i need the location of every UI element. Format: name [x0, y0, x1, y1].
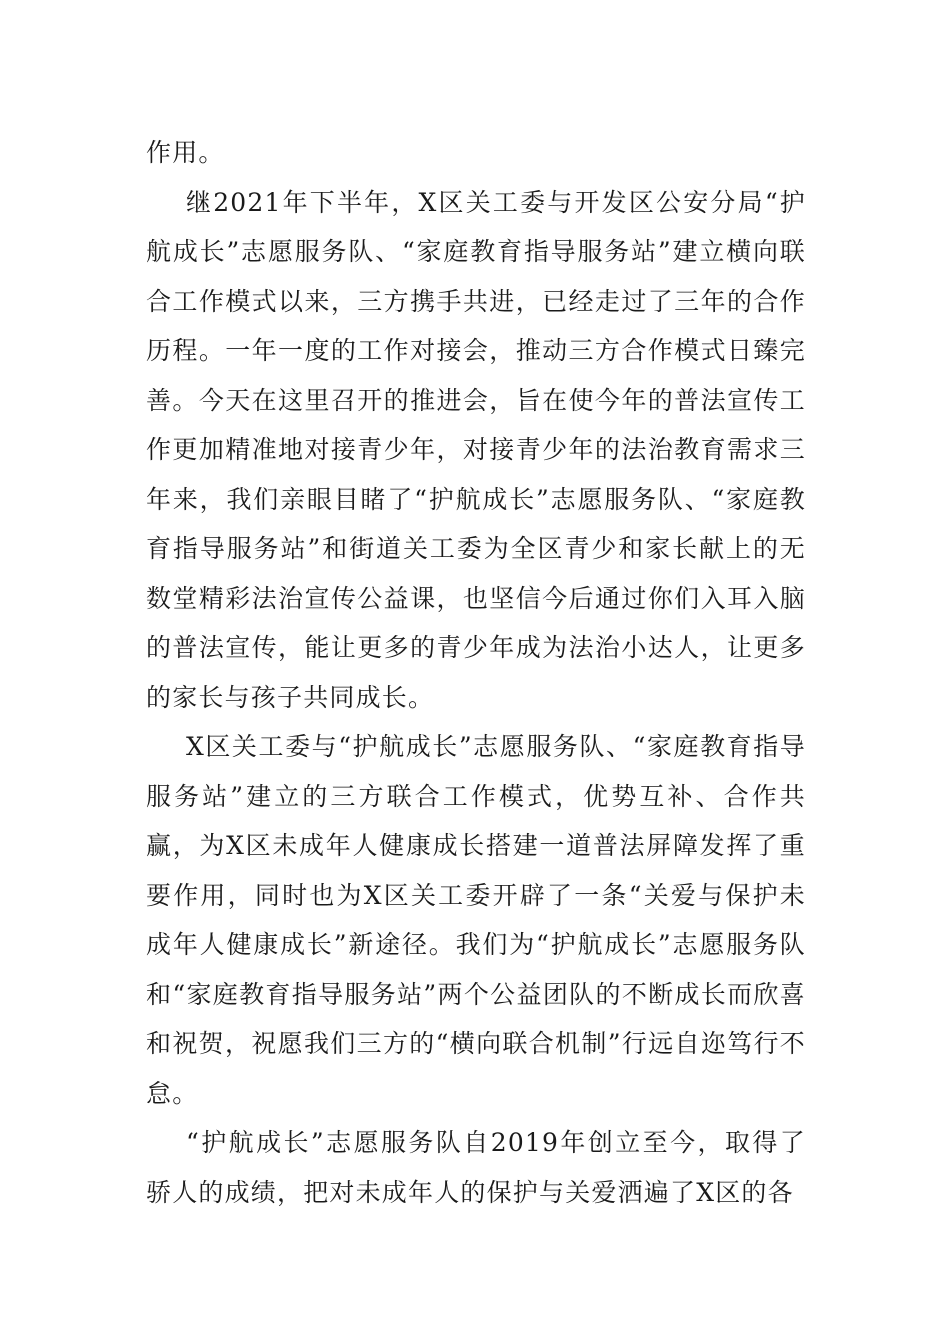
paragraph-4: “护航成长”志愿服务队自2019年创立至今，取得了骄人的成绩，把对未成年人的保护与关爱洒遍了X区的各: [146, 1128, 806, 1207]
document-body: [146, 128, 806, 1217]
paragraph-3: X区关工委与“护航成长”志愿服务队、“家庭教育指导服务站”建立的三方联合工作模式，优势互补、合作共赢，为X区未成年人健康成长搭建一道普法屏障发挥了重要作用，同时也为X区关工委开辟了一条“关爱与保护未成年人健康成长”新途径。我们为“护航成长”志愿服务队和“家庭教育指导服务站”两个公益团队的不断成长而欣喜和祝贺，祝愿我们三方的“横向联合机制”行远自迩笃行不怠。: [146, 732, 806, 1108]
paragraph-2: 继2021年下半年，X区关工委与开发区公安分局“护航成长”志愿服务队、“家庭教育指导服务站”建立横向联合工作模式以来，三方携手共进，已经走过了三年的合作历程。一年一度的工作对接会，推动三方合作模式日臻完善。今天在这里召开的推进会，旨在使今年的普法宣传工作更加精准地对接青少年，对接青少年的法治教育需求三年来，我们亲眼目睹了“护航成长”志愿服务队、“家庭教育指导服务站”和街道关工委为全区青少和家长献上的无数堂精彩法治宣传公益课，也坚信今后通过你们入耳入脑的普法宣传，能让更多的青少年成为法治小达人，让更多的家长与孩子共同成长。: [146, 187, 806, 712]
paragraph-1: 作用。: [146, 138, 225, 167]
